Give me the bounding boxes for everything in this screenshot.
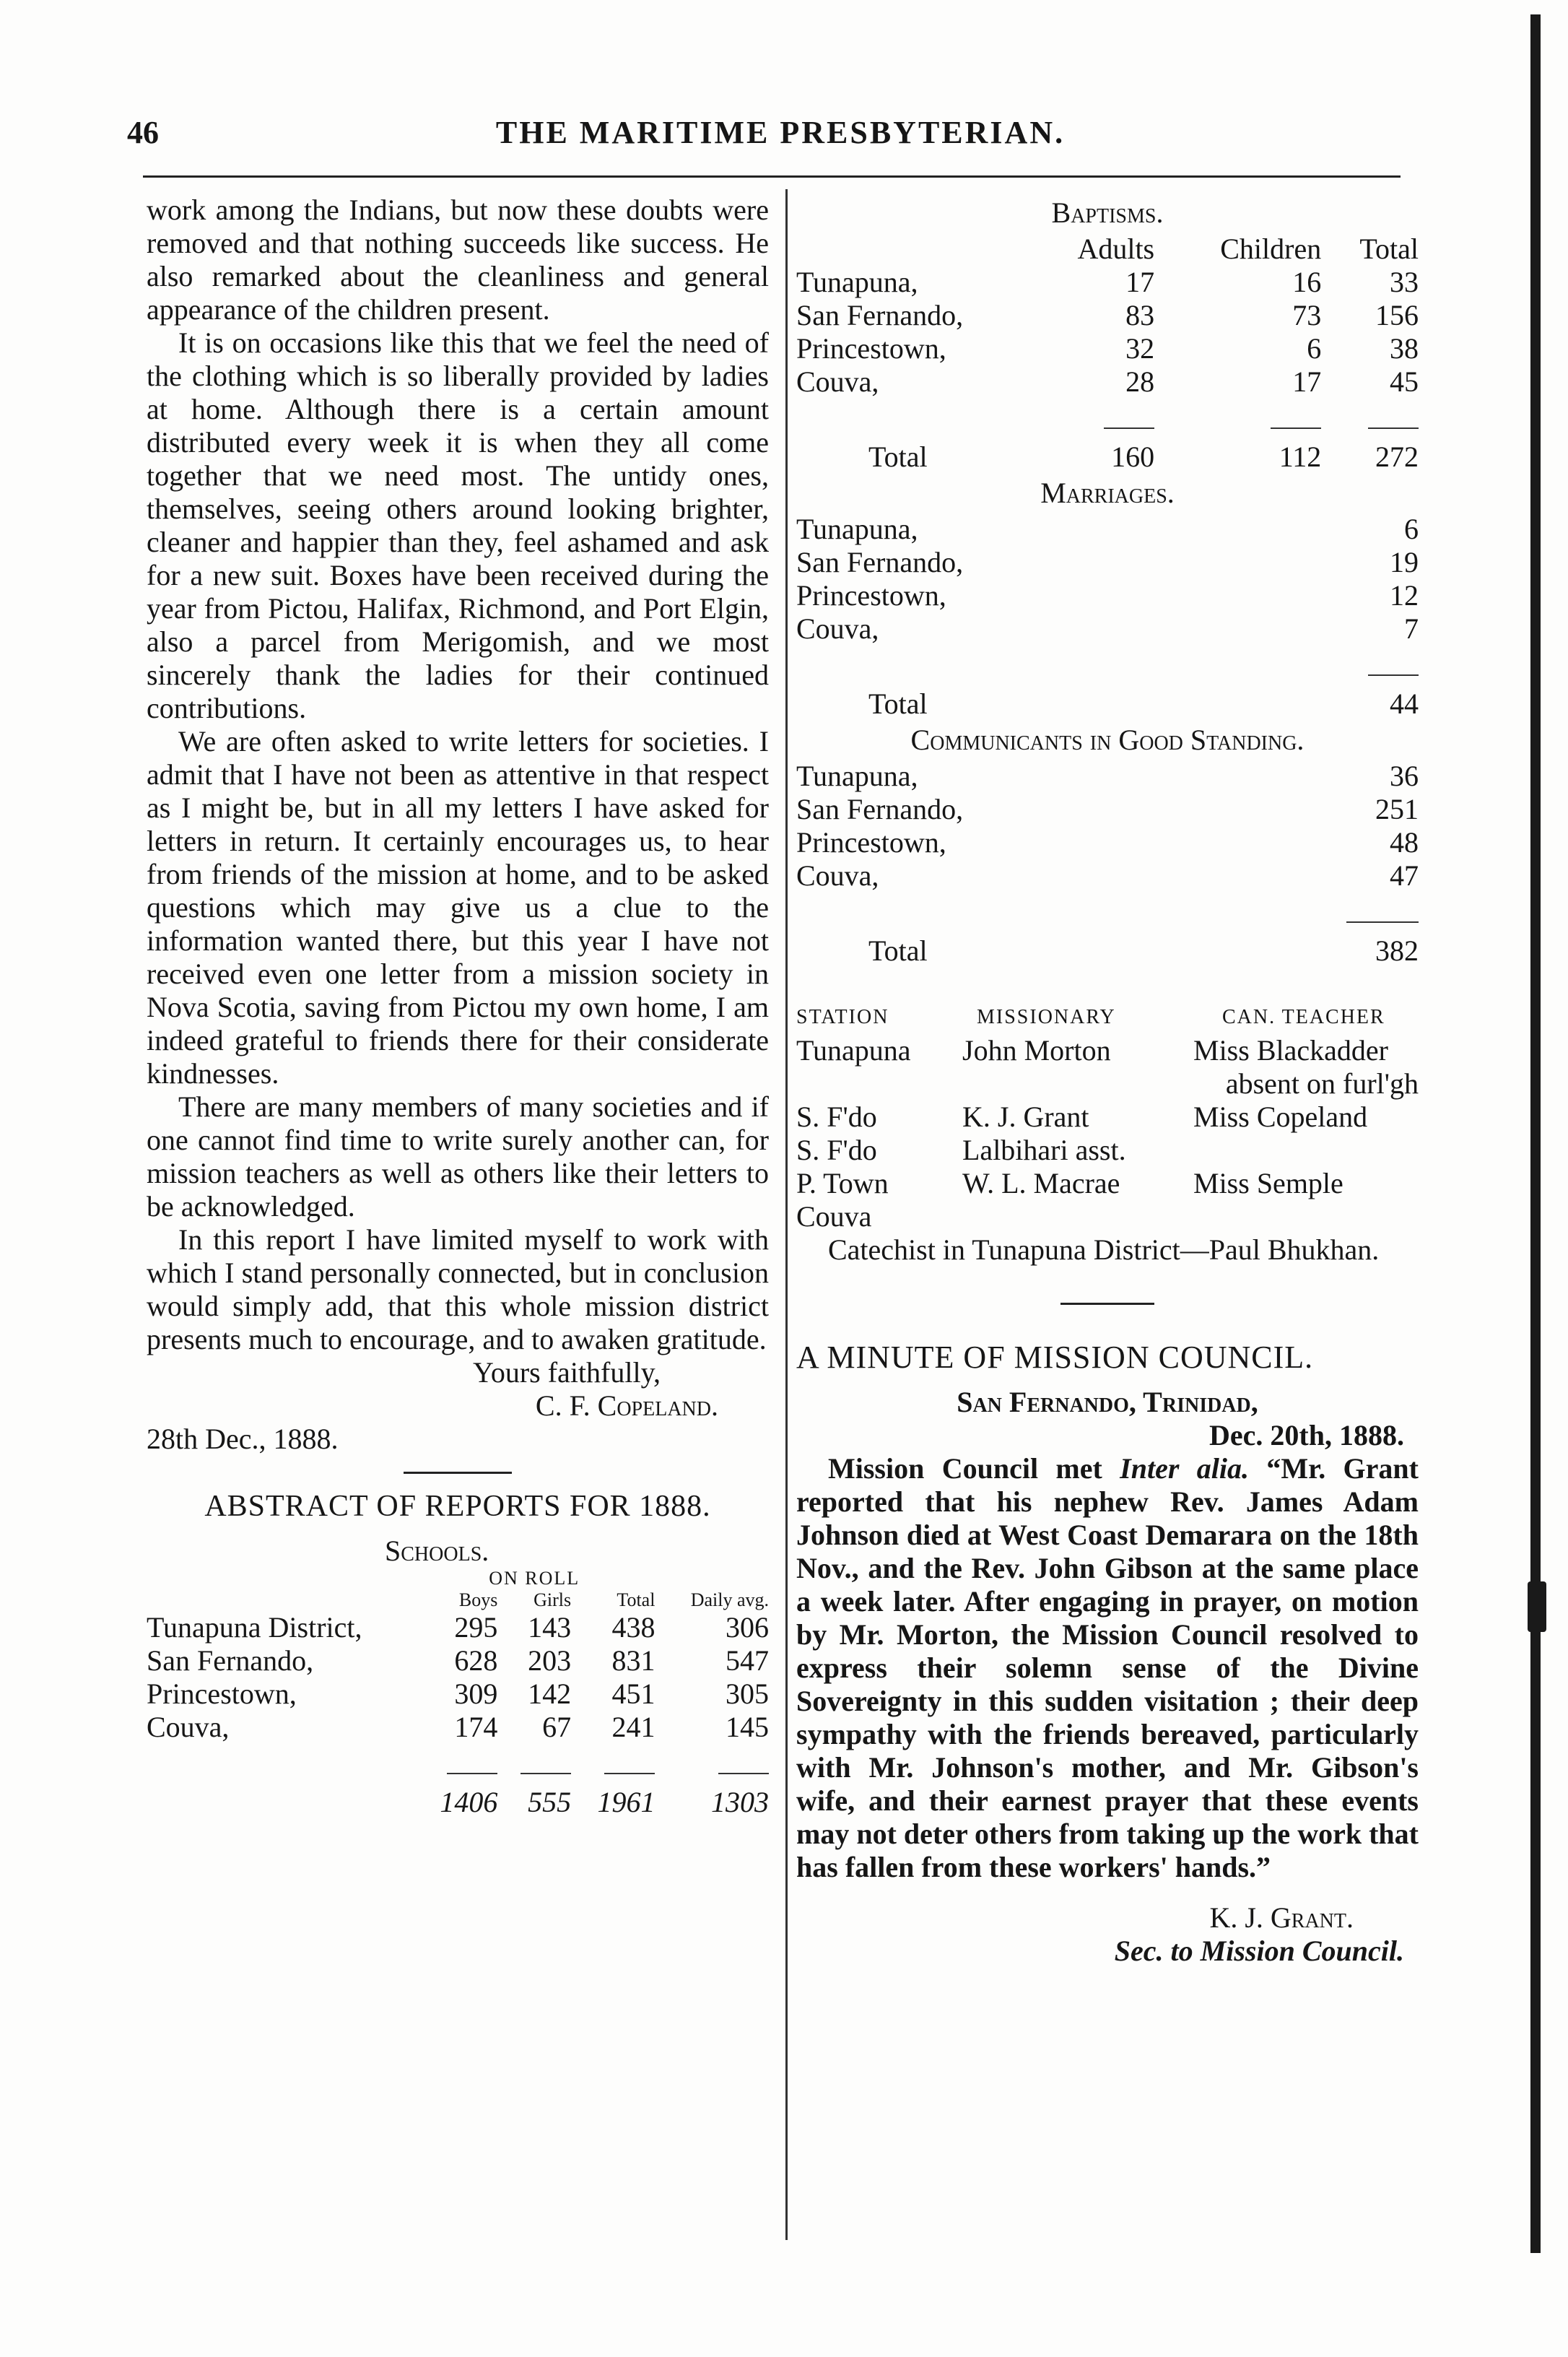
section-rule — [404, 1472, 512, 1474]
paragraph: work among the Indians, but now these doubts were removed and that nothing succeeds like success. He also remarked about the cleanliness and general appearance of the children present. — [147, 194, 769, 326]
minute-body: Mission Council met Inter alia. “Mr. Grant reported that his nephew Rev. James Adam Johnson died at West Coast Demarara on the 18th Nov., and the Rev. John Gibson at the same place a week later. After engaging in prayer, on motion by Mr. Morton, the Mission Council resolved to express their solemn sense of the Divine Sovereignty in this sudden visitation ; their deep sympathy with the friends bereaved, particularly with Mr. Johnson's mother, and Mr. Gibson's wife, and their earnest prayer that these events may not deter others from taking up the work that has fallen from these workers' hands.” — [796, 1452, 1419, 1883]
table-row: P. Town W. L. Macrae Miss Semple — [796, 1167, 1343, 1199]
table-row: San Fernando, 628 203 831 547 — [147, 1644, 769, 1677]
minute-place: San Fernando, Trinidad, — [957, 1386, 1258, 1418]
table-row: absent on furl'gh — [1225, 1067, 1419, 1100]
column-header: Girls — [533, 1589, 572, 1610]
minute-signed-name: K. J. Grant. — [1209, 1901, 1354, 1934]
signoff-date: 28th Dec., 1888. — [147, 1423, 339, 1455]
header-rule — [143, 175, 1401, 178]
table-row: Tunapuna, 17 16 33 — [796, 266, 1419, 298]
paragraph: We are often asked to write letters for societies. I admit that I have not been as attentive in that respect as I might be, but in all my letters I have asked for letters in return. It certainly encourages us, to hear from friends of the mission at home, and to be asked questions which may give us a clue to the information wanted there, but this year I have not received even one letter from a mission society in Nova Scotia, saving from Pictou my own home, I am indeed grateful to friends there for their considerate kindnesses. — [147, 725, 769, 1090]
column-header: CAN. TEACHER — [1222, 1006, 1385, 1028]
total-rule — [796, 893, 1419, 932]
baptisms-label: Baptisms. — [1051, 196, 1164, 229]
minute-signed-title: Sec. to Mission Council. — [1114, 1935, 1404, 1967]
total-rule — [796, 399, 1419, 438]
table-row: Tunapuna District, 295 143 438 306 — [147, 1611, 769, 1644]
table-row: San Fernando, 251 — [796, 793, 1419, 825]
scan-edge-mark — [1528, 1581, 1546, 1632]
table-row: Tunapuna, 36 — [796, 760, 1419, 792]
running-title: THE MARITIME PRESBYTERIAN. — [495, 115, 1066, 150]
scan-edge-shadow — [1530, 14, 1541, 2253]
column-header: Adults — [1077, 233, 1155, 265]
communicants-table — [796, 760, 1419, 968]
table-row: Couva, 47 — [796, 859, 1419, 892]
table-row: Princestown, 309 142 451 305 — [147, 1677, 769, 1710]
table-row: Tunapuna John Morton Miss Blackadder — [796, 1034, 1388, 1067]
column-header: Total — [1359, 233, 1419, 265]
page-number: 46 — [127, 115, 159, 150]
left-column — [147, 194, 769, 1819]
total-rule — [796, 646, 1419, 685]
signoff-closing: Yours faithfully, — [472, 1356, 661, 1389]
marriages-label: Marriages. — [1040, 477, 1175, 509]
minute-date: Dec. 20th, 1888. — [1209, 1419, 1404, 1451]
table-row: Couva, 174 67 241 145 — [147, 1711, 769, 1743]
table-row: Couva, 28 17 45 — [796, 365, 1419, 398]
table-row: S. F'do Lalbihari asst. — [796, 1134, 1126, 1166]
table-row: San Fernando, 19 — [796, 546, 1419, 578]
table-row: Princestown, 48 — [796, 826, 1419, 859]
section-rule — [1060, 1303, 1154, 1305]
table-row: Tunapuna, 6 — [796, 513, 1419, 545]
schools-table — [147, 1568, 769, 1819]
table-row: Princestown, 12 — [796, 579, 1419, 612]
abstract-heading: ABSTRACT OF REPORTS FOR 1888. — [204, 1490, 711, 1523]
column-header: Daily avg. — [690, 1589, 769, 1610]
total-rule — [147, 1744, 769, 1783]
table-row: S. F'do K. J. Grant Miss Copeland — [796, 1101, 1368, 1133]
column-header: Total — [617, 1589, 655, 1610]
totals-row: 1406 555 1961 1303 — [440, 1786, 769, 1818]
column-header: Boys — [458, 1589, 498, 1610]
minute-heading: A MINUTE OF MISSION COUNCIL. — [796, 1340, 1314, 1375]
table-row: Couva — [796, 1200, 872, 1233]
column-divider — [785, 189, 788, 2240]
paragraph: In this report I have limited myself to work with which I stand personally connected, but in conclusion would simply add, that this whole mission district presents much to encourage, and to awaken gratitude. — [147, 1223, 769, 1355]
table-row: Couva, 7 — [796, 612, 1419, 645]
right-column — [796, 194, 1419, 1968]
signoff-name: C. F. Copeland. — [535, 1389, 718, 1422]
communicants-label: Communicants in Good Standing. — [910, 724, 1305, 756]
totals-row: Total 382 — [868, 934, 1419, 967]
paragraph: It is on occasions like this that we feel the need of the clothing which is so liberally provided by ladies at home. Although there is a certain amount distributed every week it is when they all come together that we need most. The untidy ones, themselves, seeing others around looking brighter, cleaner and happier than they, feel ashamed and ask for a new suit. Boxes have been received during the year from Pictou, Halifax, Richmond, and Port Elgin, also a parcel from Merigomish, and we most sincerely thank the ladies for their continued contributions. — [147, 326, 769, 724]
catechist-note: Catechist in Tunapuna District—Paul Bhukhan. — [828, 1233, 1380, 1266]
table-row: San Fernando, 83 73 156 — [796, 299, 1419, 331]
totals-row: Total 160 112 272 — [868, 440, 1419, 473]
column-header: STATION — [796, 1006, 889, 1028]
page-header — [127, 108, 1434, 159]
on-roll-header: ON ROLL — [489, 1568, 580, 1589]
table-row: Princestown, 32 6 38 — [796, 332, 1419, 365]
paragraph: There are many members of many societies and if one cannot find time to write surely another can, for mission teachers as well as others like their letters to be acknowledged. — [147, 1090, 769, 1223]
marriages-table — [796, 513, 1419, 721]
column-header: Children — [1220, 233, 1322, 265]
totals-row: Total 44 — [868, 687, 1419, 720]
stations-table — [796, 1001, 1419, 1233]
schools-label: Schools. — [385, 1535, 489, 1567]
column-header: MISSIONARY — [977, 1006, 1116, 1028]
baptisms-table — [796, 233, 1419, 474]
